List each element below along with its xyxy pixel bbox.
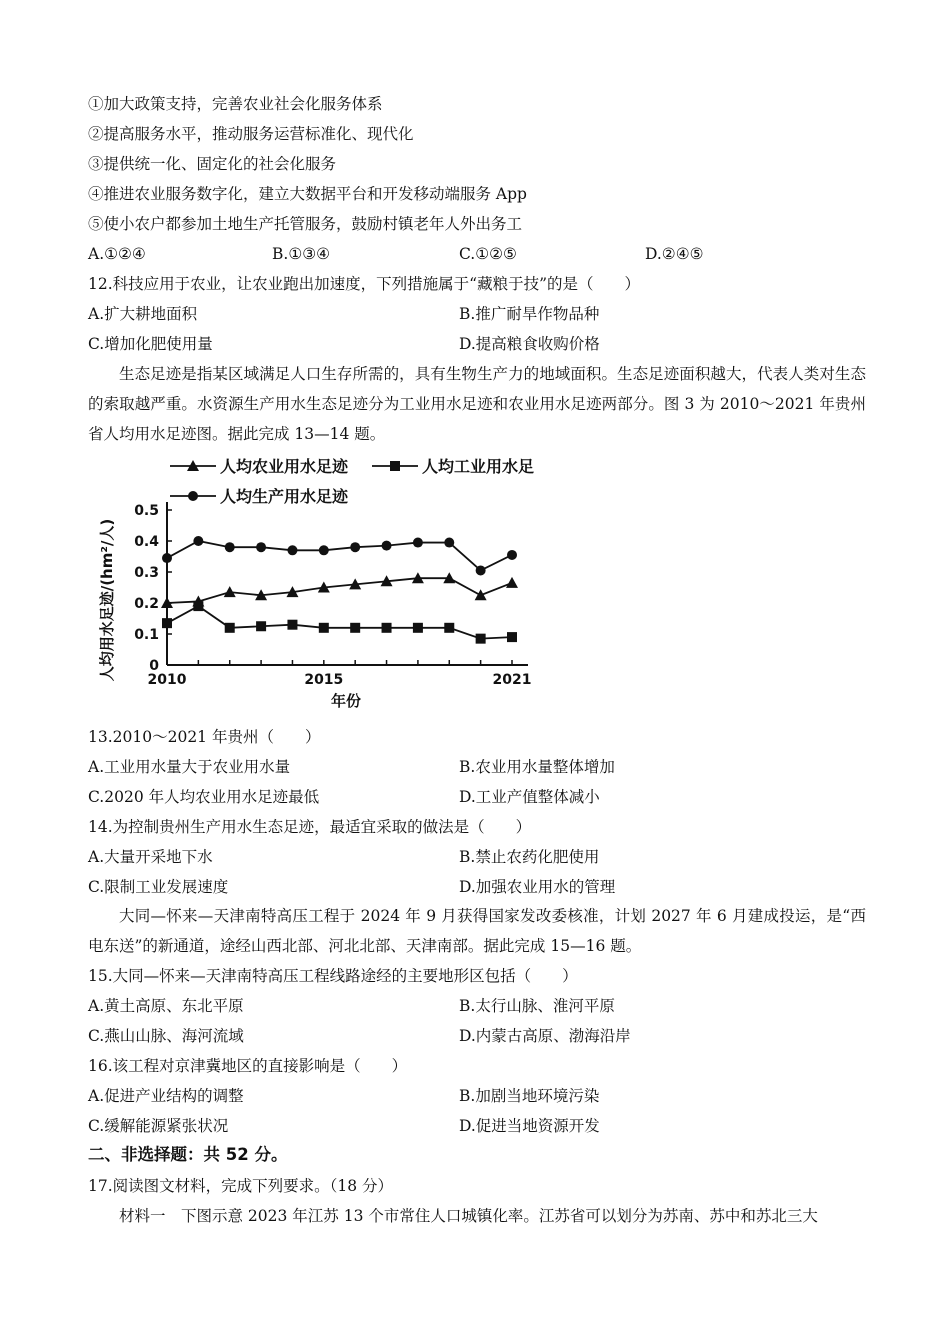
x-tick-label: 2015: [304, 672, 344, 688]
square-marker: [444, 623, 454, 633]
circle-marker: [319, 545, 329, 555]
q13-choice-a: A.工业用水量大于农业用水量: [88, 758, 291, 776]
square-marker: [476, 634, 486, 644]
y-tick-label: 0.3: [134, 565, 159, 581]
option-item-4: ④推进农业服务数字化，建立大数据平台和开发移动端服务 App: [88, 185, 527, 203]
triangle-marker: [475, 589, 487, 600]
q11-choice-a: A.①②④: [88, 245, 146, 263]
chart-series: [161, 536, 518, 644]
q11-choice-c: C.①②⑤: [459, 245, 517, 263]
passage-uhv-project: [88, 901, 866, 961]
square-marker: [319, 623, 329, 633]
q12-choice-d: D.提高粮食收购价格: [459, 335, 600, 353]
square-marker: [507, 632, 517, 642]
circle-marker: [507, 550, 517, 560]
legend-item: [170, 457, 349, 476]
triangle-marker: [224, 586, 236, 597]
q12-choice-b: B.推广耐旱作物品种: [459, 305, 600, 323]
q11-choice-b: B.①③④: [272, 245, 331, 263]
q16-stem: 16.该工程对京津冀地区的直接影响是（ ）: [88, 1057, 408, 1075]
passage-ecological-footprint: [88, 359, 866, 449]
square-marker: [162, 618, 172, 628]
series-square: [162, 601, 517, 644]
q15-choice-d: D.内蒙古高原、渤海沿岸: [459, 1027, 631, 1045]
legend-label: 人均生产用水足迹: [220, 487, 349, 506]
square-marker: [382, 623, 392, 633]
circle-marker: [413, 538, 423, 548]
q15-choice-a: A.黄土高原、东北平原: [88, 997, 244, 1015]
q13-choice-d: D.工业产值整体减小: [459, 788, 600, 806]
y-tick-label: 0.4: [134, 534, 159, 550]
q14-stem: 14.为控制贵州生产用水生态足迹，最适宜采取的做法是（ ）: [88, 818, 532, 836]
circle-marker: [350, 542, 360, 552]
x-tick-label: 2021: [492, 672, 532, 688]
circle-marker: [382, 541, 392, 551]
triangle-marker: [506, 577, 518, 588]
circle-marker: [444, 538, 454, 548]
q12-choice-c: C.增加化肥使用量: [88, 335, 213, 353]
option-item-2: ②提高服务水平，推动服务运营标准化、现代化: [88, 125, 414, 143]
chart-axes: [134, 502, 531, 688]
circle-marker: [162, 553, 172, 563]
square-marker: [390, 461, 400, 471]
chart-legend: [170, 457, 534, 506]
circle-marker: [256, 542, 266, 552]
series-triangle: [161, 572, 518, 608]
q16-choice-c: C.缓解能源紧张状况: [88, 1117, 229, 1135]
section-2-title: 二、非选择题：共 52 分。: [88, 1145, 288, 1164]
legend-label: 人均农业用水足迹: [220, 457, 349, 476]
q12-stem: 12.科技应用于农业，让农业跑出加速度，下列措施属于“藏粮于技”的是（ ）: [88, 275, 641, 293]
square-marker: [256, 621, 266, 631]
q14-choice-d: D.加强农业用水的管理: [459, 878, 616, 896]
circle-marker: [225, 542, 235, 552]
option-item-5: ⑤使小农户都参加土地生产托管服务，鼓励村镇老年人外出务工: [88, 215, 523, 233]
series-circle: [162, 536, 517, 575]
series-line: [167, 606, 512, 639]
chart-xlabel: 年份: [330, 692, 362, 710]
legend-label: 人均工业用水足: [422, 457, 535, 476]
q14-choice-c: C.限制工业发展速度: [88, 878, 229, 896]
square-marker: [350, 623, 360, 633]
y-tick-label: 0: [149, 658, 159, 674]
legend-item: [372, 457, 534, 476]
q16-choice-a: A.促进产业结构的调整: [88, 1087, 244, 1105]
square-marker: [413, 623, 423, 633]
material-1-text: 材料一 下图示意 2023 年江苏 13 个市常住人口城镇化率。江苏省可以划分为苏南、苏中和苏北三大: [119, 1207, 818, 1225]
square-marker: [225, 623, 235, 633]
q16-choice-b: B.加剧当地环境污染: [459, 1087, 600, 1105]
circle-marker: [476, 565, 486, 575]
q13-choice-c: C.2020 年人均农业用水足迹最低: [88, 788, 320, 806]
series-line: [167, 541, 512, 570]
y-tick-label: 0.5: [134, 503, 159, 519]
option-item-1: ①加大政策支持，完善农业社会化服务体系: [88, 95, 383, 113]
q13-choice-b: B.农业用水量整体增加: [459, 758, 615, 776]
q17-stem: 17.阅读图文材料，完成下列要求。（18 分）: [88, 1177, 394, 1195]
passage-1-text: 生态足迹是指某区域满足人口生存所需的，具有生物生产力的地域面积。生态足迹面积越大，代表人类对生态的索取越严重。水资源生产用水生态足迹分为工业用水足迹和农业用水足迹两部分。图 3 为 2010～2021 年贵州省人均用水足迹图。据此完成 13—14 题。: [88, 365, 866, 443]
y-tick-label: 0.1: [134, 627, 159, 643]
y-tick-label: 0.2: [134, 596, 159, 612]
series-line: [167, 578, 512, 603]
q14-choice-a: A.大量开采地下水: [88, 848, 213, 866]
square-marker: [193, 601, 203, 611]
legend-item: [170, 487, 349, 506]
passage-2-text: 大同—怀来—天津南特高压工程于 2024 年 9 月获得国家发改委核准，计划 2027 年 6 月建成投运，是“西电东送”的新通道，途经山西北部、河北北部、天津南部。据此完成 15—16 题。: [88, 907, 866, 955]
option-item-3: ③提供统一化、固定化的社会化服务: [88, 155, 337, 173]
q15-choice-c: C.燕山山脉、海河流域: [88, 1027, 244, 1045]
q12-choice-a: A.扩大耕地面积: [88, 305, 198, 323]
q14-choice-b: B.禁止农药化肥使用: [459, 848, 600, 866]
circle-marker: [287, 545, 297, 555]
chart-ylabel: 人均用水足迹/(hm²/人): [98, 518, 116, 682]
x-tick-label: 2010: [147, 672, 187, 688]
q15-stem: 15.大同—怀来—天津南特高压工程线路途经的主要地形区包括（ ）: [88, 967, 578, 985]
q16-choice-d: D.促进当地资源开发: [459, 1117, 600, 1135]
square-marker: [287, 620, 297, 630]
q13-stem: 13.2010～2021 年贵州（ ）: [88, 728, 321, 746]
circle-marker: [188, 491, 198, 501]
q15-choice-b: B.太行山脉、淮河平原: [459, 997, 615, 1015]
circle-marker: [193, 536, 203, 546]
q11-choice-d: D.②④⑤: [645, 245, 704, 263]
water-footprint-chart: [70, 448, 550, 716]
